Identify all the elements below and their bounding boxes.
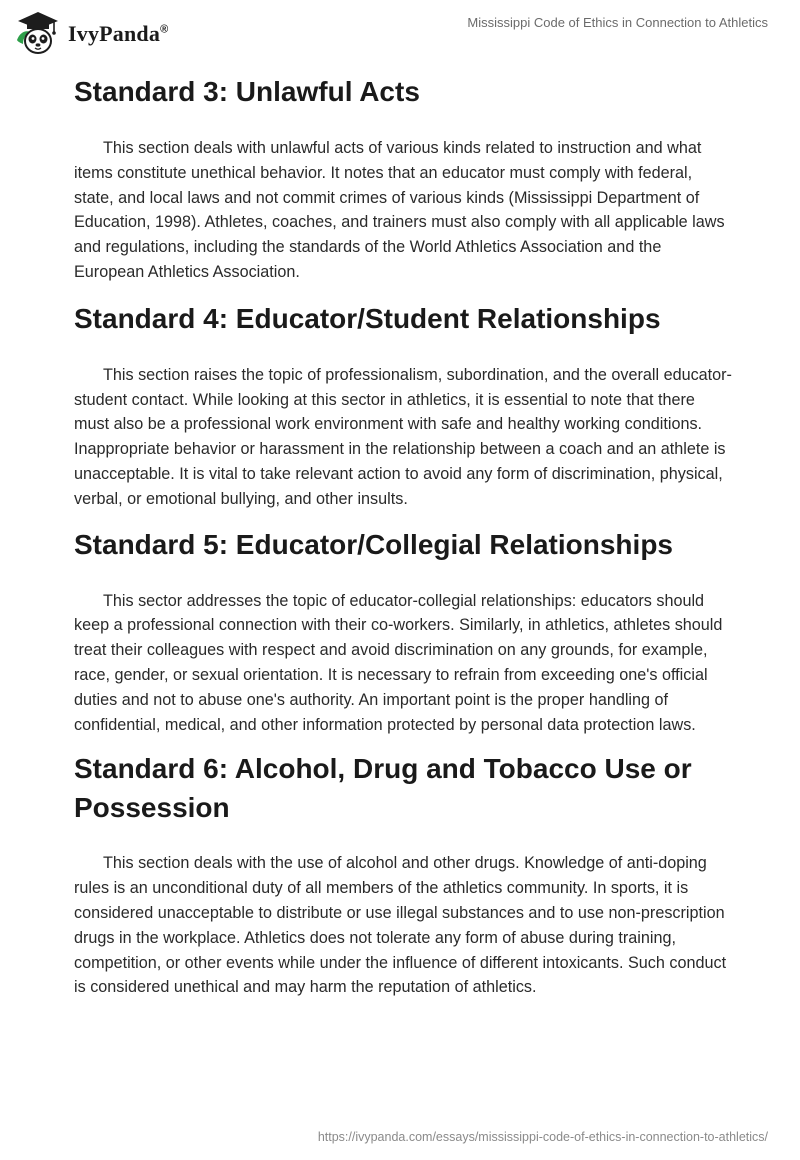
section-paragraph-standard-3: This section deals with unlawful acts of various kinds related to instruction and what items constitute unethical behavior. It notes that an educator must comply with federal, state, and local laws and not commit crimes of various kinds (Mississippi Department of Education, 1998). Athletes, coaches, and trainers must also comply with all applicable laws and regulations, including the standards of the World Athletics Association and the European Athletics Association.	[74, 139, 725, 281]
section-heading-standard-4: Standard 4: Educator/Student Relationships	[74, 302, 661, 334]
source-url-link[interactable]: https://ivypanda.com/essays/mississippi-code-of-ethics-in-connection-to-athletics/	[317, 1130, 768, 1144]
section-paragraph-standard-6: This section deals with the use of alcohol and other drugs. Knowledge of anti-doping rules is an unconditional duty of all members of the athletics community. In sports, it is considered unacceptable to distribute or use illegal substances and to use non-prescription drugs in the workplace. Athletics does not tolerate any form of abuse during training, competition, or other events while under the influence of different intoxicants. Such conduct is considered unethical and may harm the reputation of athletics.	[74, 854, 727, 997]
section-heading-standard-3: Standard 3: Unlawful Acts	[74, 76, 420, 107]
article-body	[74, 70, 734, 1000]
page-header	[0, 0, 800, 64]
section-heading-standard-5: Standard 5: Educator/Collegial Relationships	[74, 528, 673, 560]
ivypanda-logo[interactable]	[14, 10, 168, 56]
brand-name: IvyPanda®	[68, 21, 169, 46]
panda-graduation-cap-icon	[14, 10, 62, 56]
section-paragraph-standard-5: This sector addresses the topic of educator-collegial relationships: educators should keep a professional connection with their co-workers. Similarly, in athletics, athletes should treat their colleagues with respect and avoid discrimination on any grounds, for example, race, gender, or sexual orientation. It is necessary to refrain from exceeding one's official duties and not to abuse one's authority. An important point is the proper handling of confidential, medical, and other information protected by personal data protection laws.	[74, 591, 723, 734]
section-heading-standard-6: Standard 6: Alcohol, Drug and Tobacco Use or Possession	[74, 753, 692, 824]
registered-mark: ®	[160, 23, 169, 36]
section-paragraph-standard-4: This section raises the topic of professionalism, subordination, and the overall educator-student contact. While looking at this sector in athletics, it is essential to note that there must also be a professional work environment with safe and healthy working conditions. Inappropriate behavior or harassment in the relationship between a coach and an athlete is unacceptable. It is vital to take relevant action to avoid any form of discrimination, physical, verbal, or emotional bullying, and other insults.	[74, 365, 732, 508]
document-title: Mississippi Code of Ethics in Connection to Athletics	[467, 15, 768, 30]
